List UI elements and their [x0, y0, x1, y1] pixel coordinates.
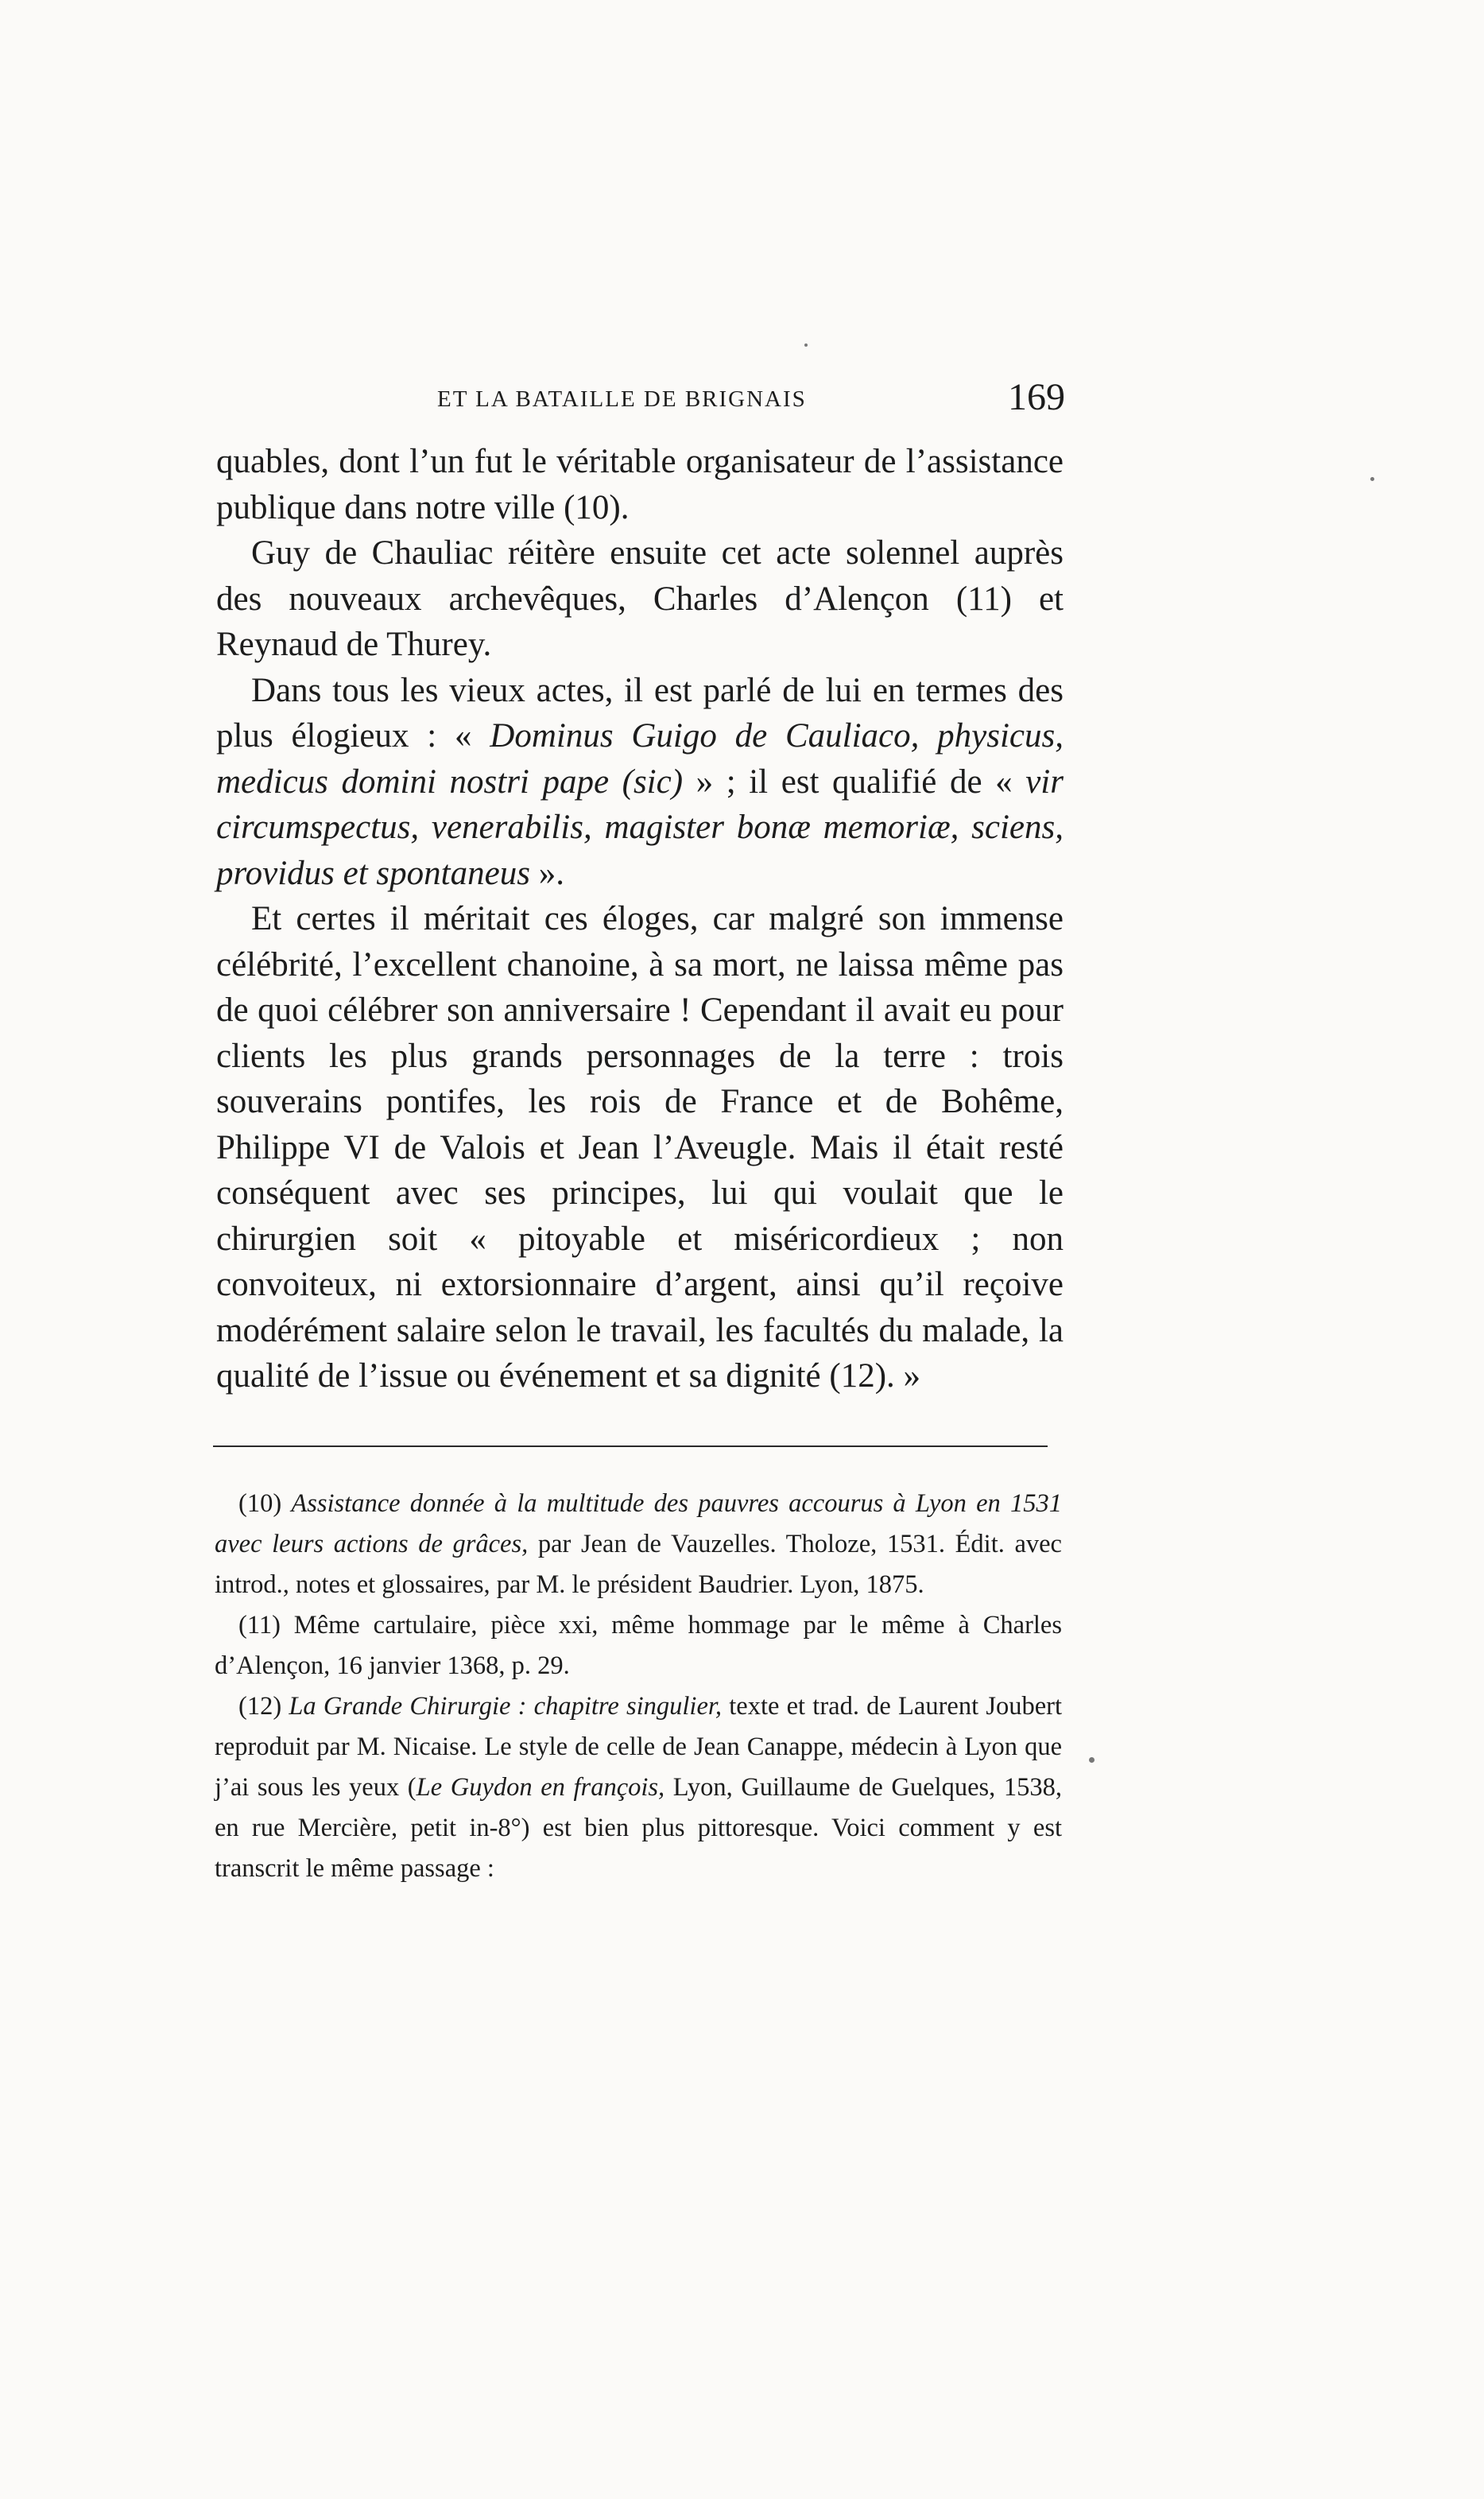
paragraph-3-text-a: Dans tous les vieux actes, il est parlé de lui en termes des plus élogieux : « — [216, 671, 1064, 755]
paragraph-4: Et certes il méritait ces éloges, car malgré son immense célébrité, l’excellent chanoine, à sa mort, ne laissa même pas de quoi célébrer son anniversaire ! Cependant il avait eu pour clients les plus grands personnages de la terre : trois souverains pontifes, les rois de France et de Bohême, Philippe VI de Valois et Jean l’Aveugle. Mais il était resté conséquent avec ses principes, lui qui voulait que le chirurgien soit « pitoyable et miséricordieux ; non convoiteux, ni extorsionnaire d’argent, ainsi qu’il reçoive modérément salaire selon le travail, les facultés du malade, la qualité de l’issue ou événement et sa dignité (12). » — [216, 900, 1064, 1395]
footnote-12-text-b: Lyon, Guillaume de Guelques, 1538, en rue Mercière, petit in-8°) est bien plus pittoresque. Voici comment y est transcrit le même passage : — [215, 1773, 1062, 1883]
footnote-12-title: La Grande Chirurgie : chapitre singulier, — [289, 1692, 723, 1721]
latin-quote-2: vir circumspectus, venerabilis, magister bonæ memoriæ, sciens, providus et spontaneus — [216, 763, 1064, 892]
page-number: 169 — [1008, 376, 1065, 418]
paper-speck — [1089, 1757, 1095, 1763]
footnote-12-book-title: Le Guydon en françois, — [416, 1773, 665, 1802]
paragraph-2: Guy de Chauliac réitère ensuite cet acte solennel auprès des nouveaux archevêques, Charles d’Alençon (11) et Reynaud de Thurey. — [216, 534, 1064, 663]
running-head — [215, 376, 1065, 428]
main-text — [216, 439, 1064, 1399]
paragraph-3-text-e: ». — [529, 854, 564, 892]
paragraph-3 — [216, 668, 1064, 897]
footnote-12-number: (12) — [238, 1692, 289, 1721]
running-head-title: ET LA BATAILLE DE BRIGNAIS — [437, 386, 807, 412]
footnote-12 — [215, 1686, 1062, 1889]
footnotes — [215, 1484, 1062, 1889]
footnote-10-title: Assistance donnée à la multitude des pauvres accourus à Lyon en 1531 avec leurs actions de grâces, — [215, 1489, 1062, 1558]
footnote-12-text-a: texte et trad. de Laurent Joubert reproduit par M. Nicaise. Le style de celle de Jean Canappe, médecin à Lyon que j’ai sous les yeux ( — [215, 1692, 1062, 1802]
footnote-10 — [215, 1484, 1062, 1605]
footnote-10-number: (10) — [238, 1489, 292, 1518]
paragraph-1: quables, dont l’un fut le véritable organisateur de l’assistance publique dans notre ville (10). — [216, 443, 1064, 526]
paper-speck — [804, 343, 808, 347]
footnote-separator — [213, 1445, 1048, 1447]
paper-speck — [1370, 477, 1374, 481]
latin-quote-1: Dominus Guigo de Cauliaco, physicus, medicus domini nostri pape (sic) — [216, 717, 1064, 801]
footnote-11: (11) Même cartulaire, pièce xxi, même hommage par le même à Charles d’Alençon, 16 janvier 1368, p. 29. — [215, 1611, 1062, 1680]
footnote-10-text: par Jean de Vauzelles. Tholoze, 1531. Édit. avec introd., notes et glossaires, par M. le président Baudrier. Lyon, 1875. — [215, 1530, 1062, 1599]
paragraph-3-text-c: » ; il est qualifié de « — [683, 763, 1026, 801]
